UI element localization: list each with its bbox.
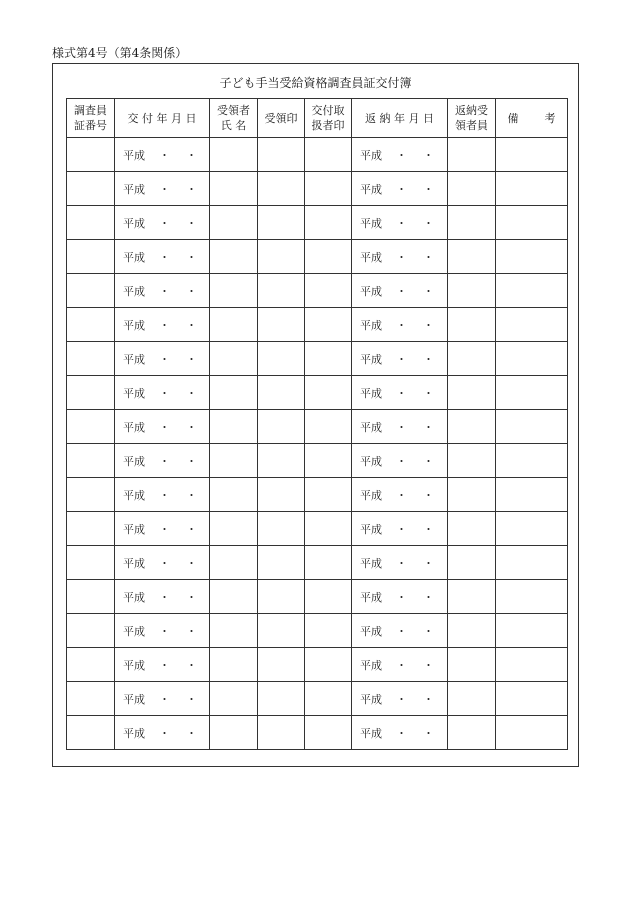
date-era-label: 平成: [123, 454, 145, 468]
date-separator: ・: [423, 148, 434, 162]
cell-remarks[interactable]: [496, 648, 568, 682]
cell-remarks[interactable]: [496, 376, 568, 410]
cell-cert-number[interactable]: [67, 206, 115, 240]
cell-return-date[interactable]: [352, 172, 448, 206]
date-separator: ・: [423, 658, 434, 672]
cell-receipt-seal[interactable]: [258, 444, 305, 478]
table-row: [67, 444, 568, 478]
cell-receipt-seal[interactable]: [258, 240, 305, 274]
date-separator: ・: [423, 488, 434, 502]
cell-issue-date[interactable]: [115, 512, 210, 546]
cell-cert-number[interactable]: [67, 410, 115, 444]
date-separator: ・: [159, 148, 170, 162]
form-number-label: 様式第4号（第4条関係）: [52, 46, 188, 60]
date-era-label: 平成: [123, 556, 145, 570]
cell-return-receiver[interactable]: [448, 716, 496, 750]
cell-return-date[interactable]: [352, 682, 448, 716]
date-era-label: 平成: [123, 522, 145, 536]
cell-issue-date[interactable]: [115, 410, 210, 444]
cell-recipient-name[interactable]: [210, 580, 258, 614]
date-separator: ・: [423, 454, 434, 468]
cell-receipt-seal[interactable]: [258, 172, 305, 206]
date-separator: ・: [186, 284, 197, 298]
date-separator: ・: [186, 726, 197, 740]
cell-return-date[interactable]: [352, 410, 448, 444]
cell-recipient-name[interactable]: [210, 648, 258, 682]
cell-return-date[interactable]: [352, 580, 448, 614]
date-separator: ・: [159, 284, 170, 298]
date-era-label: 平成: [360, 488, 382, 502]
date-era-label: 平成: [360, 148, 382, 162]
date-era-label: 平成: [123, 148, 145, 162]
cell-remarks[interactable]: [496, 342, 568, 376]
cell-return-date[interactable]: [352, 206, 448, 240]
cell-return-receiver[interactable]: [448, 512, 496, 546]
cell-issuer-seal[interactable]: [305, 308, 352, 342]
cell-issuer-seal[interactable]: [305, 444, 352, 478]
date-separator: ・: [423, 590, 434, 604]
cell-recipient-name[interactable]: [210, 138, 258, 172]
cell-return-date[interactable]: [352, 240, 448, 274]
date-separator: ・: [186, 148, 197, 162]
date-separator: ・: [159, 658, 170, 672]
date-separator: ・: [159, 318, 170, 332]
cell-issue-date[interactable]: [115, 240, 210, 274]
cell-issuer-seal[interactable]: [305, 512, 352, 546]
cell-cert-number[interactable]: [67, 716, 115, 750]
date-era-label: 平成: [360, 726, 382, 740]
date-separator: ・: [396, 216, 407, 230]
cell-receipt-seal[interactable]: [258, 274, 305, 308]
date-separator: ・: [423, 284, 434, 298]
date-era-label: 平成: [360, 318, 382, 332]
date-era-label: 平成: [123, 420, 145, 434]
date-separator: ・: [396, 726, 407, 740]
cell-issuer-seal[interactable]: [305, 716, 352, 750]
cell-cert-number[interactable]: [67, 138, 115, 172]
cell-receipt-seal[interactable]: [258, 410, 305, 444]
date-era-label: 平成: [123, 624, 145, 638]
date-separator: ・: [186, 352, 197, 366]
cell-issue-date[interactable]: [115, 206, 210, 240]
cell-return-date[interactable]: [352, 478, 448, 512]
date-separator: ・: [423, 420, 434, 434]
table-row: [67, 614, 568, 648]
date-era-label: 平成: [123, 726, 145, 740]
date-separator: ・: [396, 284, 407, 298]
cell-issue-date[interactable]: [115, 614, 210, 648]
date-separator: ・: [186, 556, 197, 570]
cell-issue-date[interactable]: [115, 376, 210, 410]
cell-remarks[interactable]: [496, 444, 568, 478]
table-row: [67, 206, 568, 240]
cell-return-receiver[interactable]: [448, 308, 496, 342]
date-separator: ・: [159, 386, 170, 400]
cell-receipt-seal[interactable]: [258, 478, 305, 512]
date-era-label: 平成: [360, 522, 382, 536]
date-separator: ・: [396, 148, 407, 162]
cell-cert-number[interactable]: [67, 240, 115, 274]
date-era-label: 平成: [360, 386, 382, 400]
date-era-label: 平成: [123, 216, 145, 230]
cell-cert-number[interactable]: [67, 274, 115, 308]
cell-cert-number[interactable]: [67, 308, 115, 342]
date-separator: ・: [159, 250, 170, 264]
cell-return-date[interactable]: [352, 546, 448, 580]
date-separator: ・: [396, 352, 407, 366]
cell-receipt-seal[interactable]: [258, 138, 305, 172]
table-row: [67, 478, 568, 512]
date-separator: ・: [423, 726, 434, 740]
header-return-receiver: 返納受 領者員: [448, 99, 496, 138]
table-row: [67, 410, 568, 444]
date-separator: ・: [396, 250, 407, 264]
date-separator: ・: [396, 590, 407, 604]
cell-return-receiver[interactable]: [448, 172, 496, 206]
cell-issue-date[interactable]: [115, 546, 210, 580]
cell-recipient-name[interactable]: [210, 410, 258, 444]
cell-issue-date[interactable]: [115, 648, 210, 682]
date-separator: ・: [396, 522, 407, 536]
date-era-label: 平成: [123, 590, 145, 604]
cell-recipient-name[interactable]: [210, 308, 258, 342]
cell-issue-date[interactable]: [115, 716, 210, 750]
cell-return-receiver[interactable]: [448, 682, 496, 716]
cell-cert-number[interactable]: [67, 546, 115, 580]
date-separator: ・: [186, 420, 197, 434]
date-separator: ・: [423, 522, 434, 536]
cell-issuer-seal[interactable]: [305, 580, 352, 614]
table-row: [67, 138, 568, 172]
cell-recipient-name[interactable]: [210, 546, 258, 580]
date-era-label: 平成: [123, 658, 145, 672]
cell-receipt-seal[interactable]: [258, 682, 305, 716]
cell-remarks[interactable]: [496, 274, 568, 308]
date-separator: ・: [396, 488, 407, 502]
cell-cert-number[interactable]: [67, 478, 115, 512]
cell-return-receiver[interactable]: [448, 240, 496, 274]
table-row: [67, 172, 568, 206]
date-separator: ・: [396, 318, 407, 332]
table-row: [67, 376, 568, 410]
date-era-label: 平成: [360, 454, 382, 468]
cell-issuer-seal[interactable]: [305, 342, 352, 376]
cell-return-receiver[interactable]: [448, 580, 496, 614]
document-title: 子ども手当受給資格調査員証交付簿: [219, 76, 412, 90]
issuance-ledger-table: [66, 98, 568, 750]
table-row: [67, 648, 568, 682]
header-recipient-name: 受領者 氏 名: [210, 99, 258, 138]
date-separator: ・: [186, 624, 197, 638]
cell-issue-date[interactable]: [115, 138, 210, 172]
cell-issue-date[interactable]: [115, 478, 210, 512]
date-separator: ・: [396, 658, 407, 672]
cell-remarks[interactable]: [496, 478, 568, 512]
date-separator: ・: [396, 386, 407, 400]
date-separator: ・: [159, 182, 170, 196]
cell-return-date[interactable]: [352, 716, 448, 750]
cell-return-receiver[interactable]: [448, 138, 496, 172]
header-receipt-seal: 受領印: [258, 99, 305, 138]
header-remarks: 備 考: [496, 99, 568, 138]
date-separator: ・: [186, 692, 197, 706]
cell-issuer-seal[interactable]: [305, 614, 352, 648]
date-separator: ・: [186, 250, 197, 264]
cell-return-receiver[interactable]: [448, 342, 496, 376]
date-separator: ・: [186, 318, 197, 332]
cell-issuer-seal[interactable]: [305, 172, 352, 206]
date-separator: ・: [159, 488, 170, 502]
table-row: [67, 512, 568, 546]
table-row: [67, 580, 568, 614]
date-separator: ・: [396, 420, 407, 434]
date-era-label: 平成: [360, 692, 382, 706]
cell-cert-number[interactable]: [67, 512, 115, 546]
date-separator: ・: [186, 454, 197, 468]
date-separator: ・: [423, 318, 434, 332]
cell-return-receiver[interactable]: [448, 444, 496, 478]
cell-issuer-seal[interactable]: [305, 682, 352, 716]
cell-issuer-seal[interactable]: [305, 546, 352, 580]
cell-receipt-seal[interactable]: [258, 206, 305, 240]
date-era-label: 平成: [360, 556, 382, 570]
cell-remarks[interactable]: [496, 172, 568, 206]
cell-recipient-name[interactable]: [210, 206, 258, 240]
date-separator: ・: [423, 352, 434, 366]
date-separator: ・: [159, 624, 170, 638]
cell-remarks[interactable]: [496, 410, 568, 444]
cell-cert-number[interactable]: [67, 376, 115, 410]
date-era-label: 平成: [360, 624, 382, 638]
date-separator: ・: [186, 216, 197, 230]
cell-return-date[interactable]: [352, 512, 448, 546]
cell-receipt-seal[interactable]: [258, 308, 305, 342]
date-era-label: 平成: [360, 216, 382, 230]
cell-recipient-name[interactable]: [210, 376, 258, 410]
cell-receipt-seal[interactable]: [258, 546, 305, 580]
date-separator: ・: [159, 692, 170, 706]
date-era-label: 平成: [123, 488, 145, 502]
cell-receipt-seal[interactable]: [258, 512, 305, 546]
date-separator: ・: [423, 250, 434, 264]
cell-receipt-seal[interactable]: [258, 716, 305, 750]
header-issue-date: 交 付 年 月 日: [115, 99, 210, 138]
cell-remarks[interactable]: [496, 512, 568, 546]
date-separator: ・: [423, 386, 434, 400]
cell-recipient-name[interactable]: [210, 172, 258, 206]
header-cert-number: 調査員 証番号: [67, 99, 115, 138]
cell-remarks[interactable]: [496, 682, 568, 716]
cell-remarks[interactable]: [496, 716, 568, 750]
date-separator: ・: [186, 590, 197, 604]
cell-issue-date[interactable]: [115, 342, 210, 376]
cell-remarks[interactable]: [496, 308, 568, 342]
cell-return-receiver[interactable]: [448, 478, 496, 512]
cell-recipient-name[interactable]: [210, 274, 258, 308]
date-era-label: 平成: [123, 250, 145, 264]
date-era-label: 平成: [360, 590, 382, 604]
date-era-label: 平成: [123, 386, 145, 400]
table-row: [67, 308, 568, 342]
cell-issuer-seal[interactable]: [305, 138, 352, 172]
cell-cert-number[interactable]: [67, 444, 115, 478]
cell-recipient-name[interactable]: [210, 444, 258, 478]
cell-return-date[interactable]: [352, 308, 448, 342]
date-separator: ・: [186, 658, 197, 672]
cell-remarks[interactable]: [496, 138, 568, 172]
date-separator: ・: [159, 556, 170, 570]
date-separator: ・: [396, 556, 407, 570]
cell-issue-date[interactable]: [115, 308, 210, 342]
date-era-label: 平成: [123, 318, 145, 332]
table-row: [67, 716, 568, 750]
cell-return-receiver[interactable]: [448, 546, 496, 580]
date-separator: ・: [159, 590, 170, 604]
cell-issue-date[interactable]: [115, 682, 210, 716]
cell-cert-number[interactable]: [67, 648, 115, 682]
date-separator: ・: [159, 216, 170, 230]
date-era-label: 平成: [360, 250, 382, 264]
date-separator: ・: [186, 386, 197, 400]
header-row: [67, 99, 568, 138]
date-era-label: 平成: [123, 692, 145, 706]
date-separator: ・: [423, 182, 434, 196]
cell-remarks[interactable]: [496, 240, 568, 274]
cell-receipt-seal[interactable]: [258, 342, 305, 376]
cell-issuer-seal[interactable]: [305, 478, 352, 512]
date-era-label: 平成: [360, 658, 382, 672]
date-era-label: 平成: [360, 352, 382, 366]
date-era-label: 平成: [123, 284, 145, 298]
cell-recipient-name[interactable]: [210, 240, 258, 274]
date-era-label: 平成: [360, 284, 382, 298]
cell-issuer-seal[interactable]: [305, 206, 352, 240]
cell-cert-number[interactable]: [67, 172, 115, 206]
cell-recipient-name[interactable]: [210, 478, 258, 512]
date-separator: ・: [396, 624, 407, 638]
ledger-frame: [52, 63, 579, 767]
cell-recipient-name[interactable]: [210, 682, 258, 716]
table-row: [67, 274, 568, 308]
date-era-label: 平成: [123, 182, 145, 196]
cell-return-receiver[interactable]: [448, 410, 496, 444]
date-separator: ・: [186, 522, 197, 536]
date-separator: ・: [159, 522, 170, 536]
cell-receipt-seal[interactable]: [258, 580, 305, 614]
date-separator: ・: [159, 352, 170, 366]
cell-return-receiver[interactable]: [448, 274, 496, 308]
ledger-body: [67, 138, 568, 750]
date-separator: ・: [159, 726, 170, 740]
date-separator: ・: [423, 692, 434, 706]
cell-recipient-name[interactable]: [210, 342, 258, 376]
cell-return-receiver[interactable]: [448, 206, 496, 240]
cell-recipient-name[interactable]: [210, 716, 258, 750]
cell-return-date[interactable]: [352, 342, 448, 376]
cell-remarks[interactable]: [496, 546, 568, 580]
date-separator: ・: [159, 420, 170, 434]
cell-cert-number[interactable]: [67, 614, 115, 648]
cell-receipt-seal[interactable]: [258, 376, 305, 410]
cell-issuer-seal[interactable]: [305, 240, 352, 274]
cell-return-date[interactable]: [352, 138, 448, 172]
cell-issuer-seal[interactable]: [305, 274, 352, 308]
cell-receipt-seal[interactable]: [258, 614, 305, 648]
date-separator: ・: [396, 454, 407, 468]
cell-issue-date[interactable]: [115, 444, 210, 478]
table-row: [67, 342, 568, 376]
cell-cert-number[interactable]: [67, 580, 115, 614]
table-row: [67, 682, 568, 716]
header-issuer-seal: 交付取 扱者印: [305, 99, 352, 138]
cell-cert-number[interactable]: [67, 342, 115, 376]
cell-issue-date[interactable]: [115, 172, 210, 206]
cell-return-date[interactable]: [352, 614, 448, 648]
cell-remarks[interactable]: [496, 580, 568, 614]
date-separator: ・: [186, 488, 197, 502]
cell-receipt-seal[interactable]: [258, 648, 305, 682]
date-separator: ・: [423, 216, 434, 230]
cell-issue-date[interactable]: [115, 580, 210, 614]
cell-issuer-seal[interactable]: [305, 648, 352, 682]
date-separator: ・: [396, 182, 407, 196]
cell-return-date[interactable]: [352, 648, 448, 682]
cell-return-date[interactable]: [352, 274, 448, 308]
cell-return-date[interactable]: [352, 444, 448, 478]
cell-recipient-name[interactable]: [210, 614, 258, 648]
date-separator: ・: [423, 624, 434, 638]
cell-issuer-seal[interactable]: [305, 376, 352, 410]
header-return-date: 返 納 年 月 日: [352, 99, 448, 138]
cell-cert-number[interactable]: [67, 682, 115, 716]
cell-return-receiver[interactable]: [448, 376, 496, 410]
cell-return-receiver[interactable]: [448, 648, 496, 682]
date-separator: ・: [159, 454, 170, 468]
date-separator: ・: [186, 182, 197, 196]
table-row: [67, 546, 568, 580]
cell-remarks[interactable]: [496, 614, 568, 648]
cell-return-date[interactable]: [352, 376, 448, 410]
cell-recipient-name[interactable]: [210, 512, 258, 546]
date-era-label: 平成: [360, 420, 382, 434]
date-era-label: 平成: [360, 182, 382, 196]
date-era-label: 平成: [123, 352, 145, 366]
table-row: [67, 240, 568, 274]
cell-remarks[interactable]: [496, 206, 568, 240]
cell-issue-date[interactable]: [115, 274, 210, 308]
cell-return-receiver[interactable]: [448, 614, 496, 648]
date-separator: ・: [396, 692, 407, 706]
cell-issuer-seal[interactable]: [305, 410, 352, 444]
date-separator: ・: [423, 556, 434, 570]
